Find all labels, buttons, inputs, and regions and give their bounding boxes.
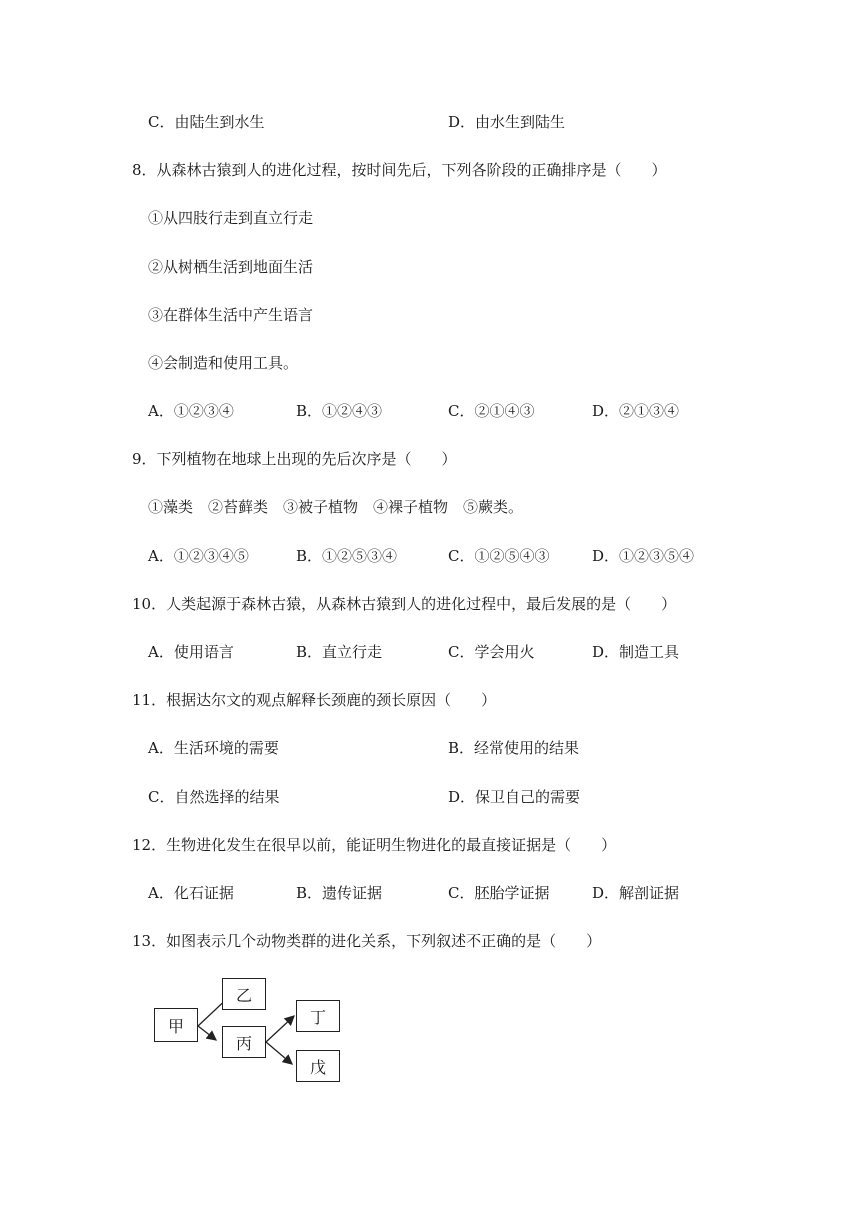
q8-item-3: ③在群体生活中产生语言 <box>148 306 314 324</box>
node-jia: 甲 <box>154 1008 198 1042</box>
evolution-diagram <box>148 970 348 1090</box>
q9-items: ①藻类 ②苔藓类 ③被子植物 ④裸子植物 ⑤蕨类。 <box>148 498 524 516</box>
node-yi: 乙 <box>222 978 266 1010</box>
node-ding: 丁 <box>296 1000 340 1032</box>
q10-option-b: B．直立行走 <box>296 643 383 661</box>
q9-option-c: C．①②⑤④③ <box>448 547 550 565</box>
q8-item-2: ②从树栖生活到地面生活 <box>148 258 314 276</box>
q9-option-d: D．①②③⑤④ <box>592 547 695 565</box>
q12-option-b: B．遗传证据 <box>296 884 383 902</box>
node-bing: 丙 <box>222 1026 266 1058</box>
q9-option-b: B．①②⑤③④ <box>296 547 398 565</box>
q11-stem: 11．根据达尔文的观点解释长颈鹿的颈长原因（ ） <box>132 691 497 709</box>
q13-stem: 13．如图表示几个动物类群的进化关系，下列叙述不正确的是（ ） <box>132 932 602 950</box>
q12-option-d: D．解剖证据 <box>592 884 680 902</box>
q8-option-d: D．②①③④ <box>592 402 680 420</box>
q11-option-d: D．保卫自己的需要 <box>448 788 581 806</box>
q10-option-d: D．制造工具 <box>592 643 680 661</box>
q12-stem: 12．生物进化发生在很早以前，能证明生物进化的最直接证据是（ ） <box>132 836 617 854</box>
q12-option-a: A．化石证据 <box>148 884 234 902</box>
q10-option-a: A．使用语言 <box>148 643 234 661</box>
q8-option-c: C．②①④③ <box>448 402 535 420</box>
q8-option-a: A．①②③④ <box>148 402 234 420</box>
node-wu: 戊 <box>296 1050 340 1082</box>
q8-item-1: ①从四肢行走到直立行走 <box>148 209 314 227</box>
q7-option-c: C．由陆生到水生 <box>148 113 265 131</box>
q12-option-c: C．胚胎学证据 <box>448 884 550 902</box>
q8-item-4: ④会制造和使用工具。 <box>148 354 299 372</box>
q9-stem: 9．下列植物在地球上出现的先后次序是（ ） <box>132 450 457 468</box>
q8-option-b: B．①②④③ <box>296 402 383 420</box>
q10-option-c: C．学会用火 <box>448 643 535 661</box>
q7-option-d: D．由水生到陆生 <box>448 113 566 131</box>
q11-option-b: B．经常使用的结果 <box>448 739 580 757</box>
q8-stem: 8．从森林古猿到人的进化过程，按时间先后，下列各阶段的正确排序是（ ） <box>132 161 667 179</box>
q11-option-c: C．自然选择的结果 <box>148 788 280 806</box>
q11-option-a: A．生活环境的需要 <box>148 739 279 757</box>
q9-option-a: A．①②③④⑤ <box>148 547 249 565</box>
q10-stem: 10．人类起源于森林古猿，从森林古猿到人的进化过程中，最后发展的是（ ） <box>132 595 677 613</box>
